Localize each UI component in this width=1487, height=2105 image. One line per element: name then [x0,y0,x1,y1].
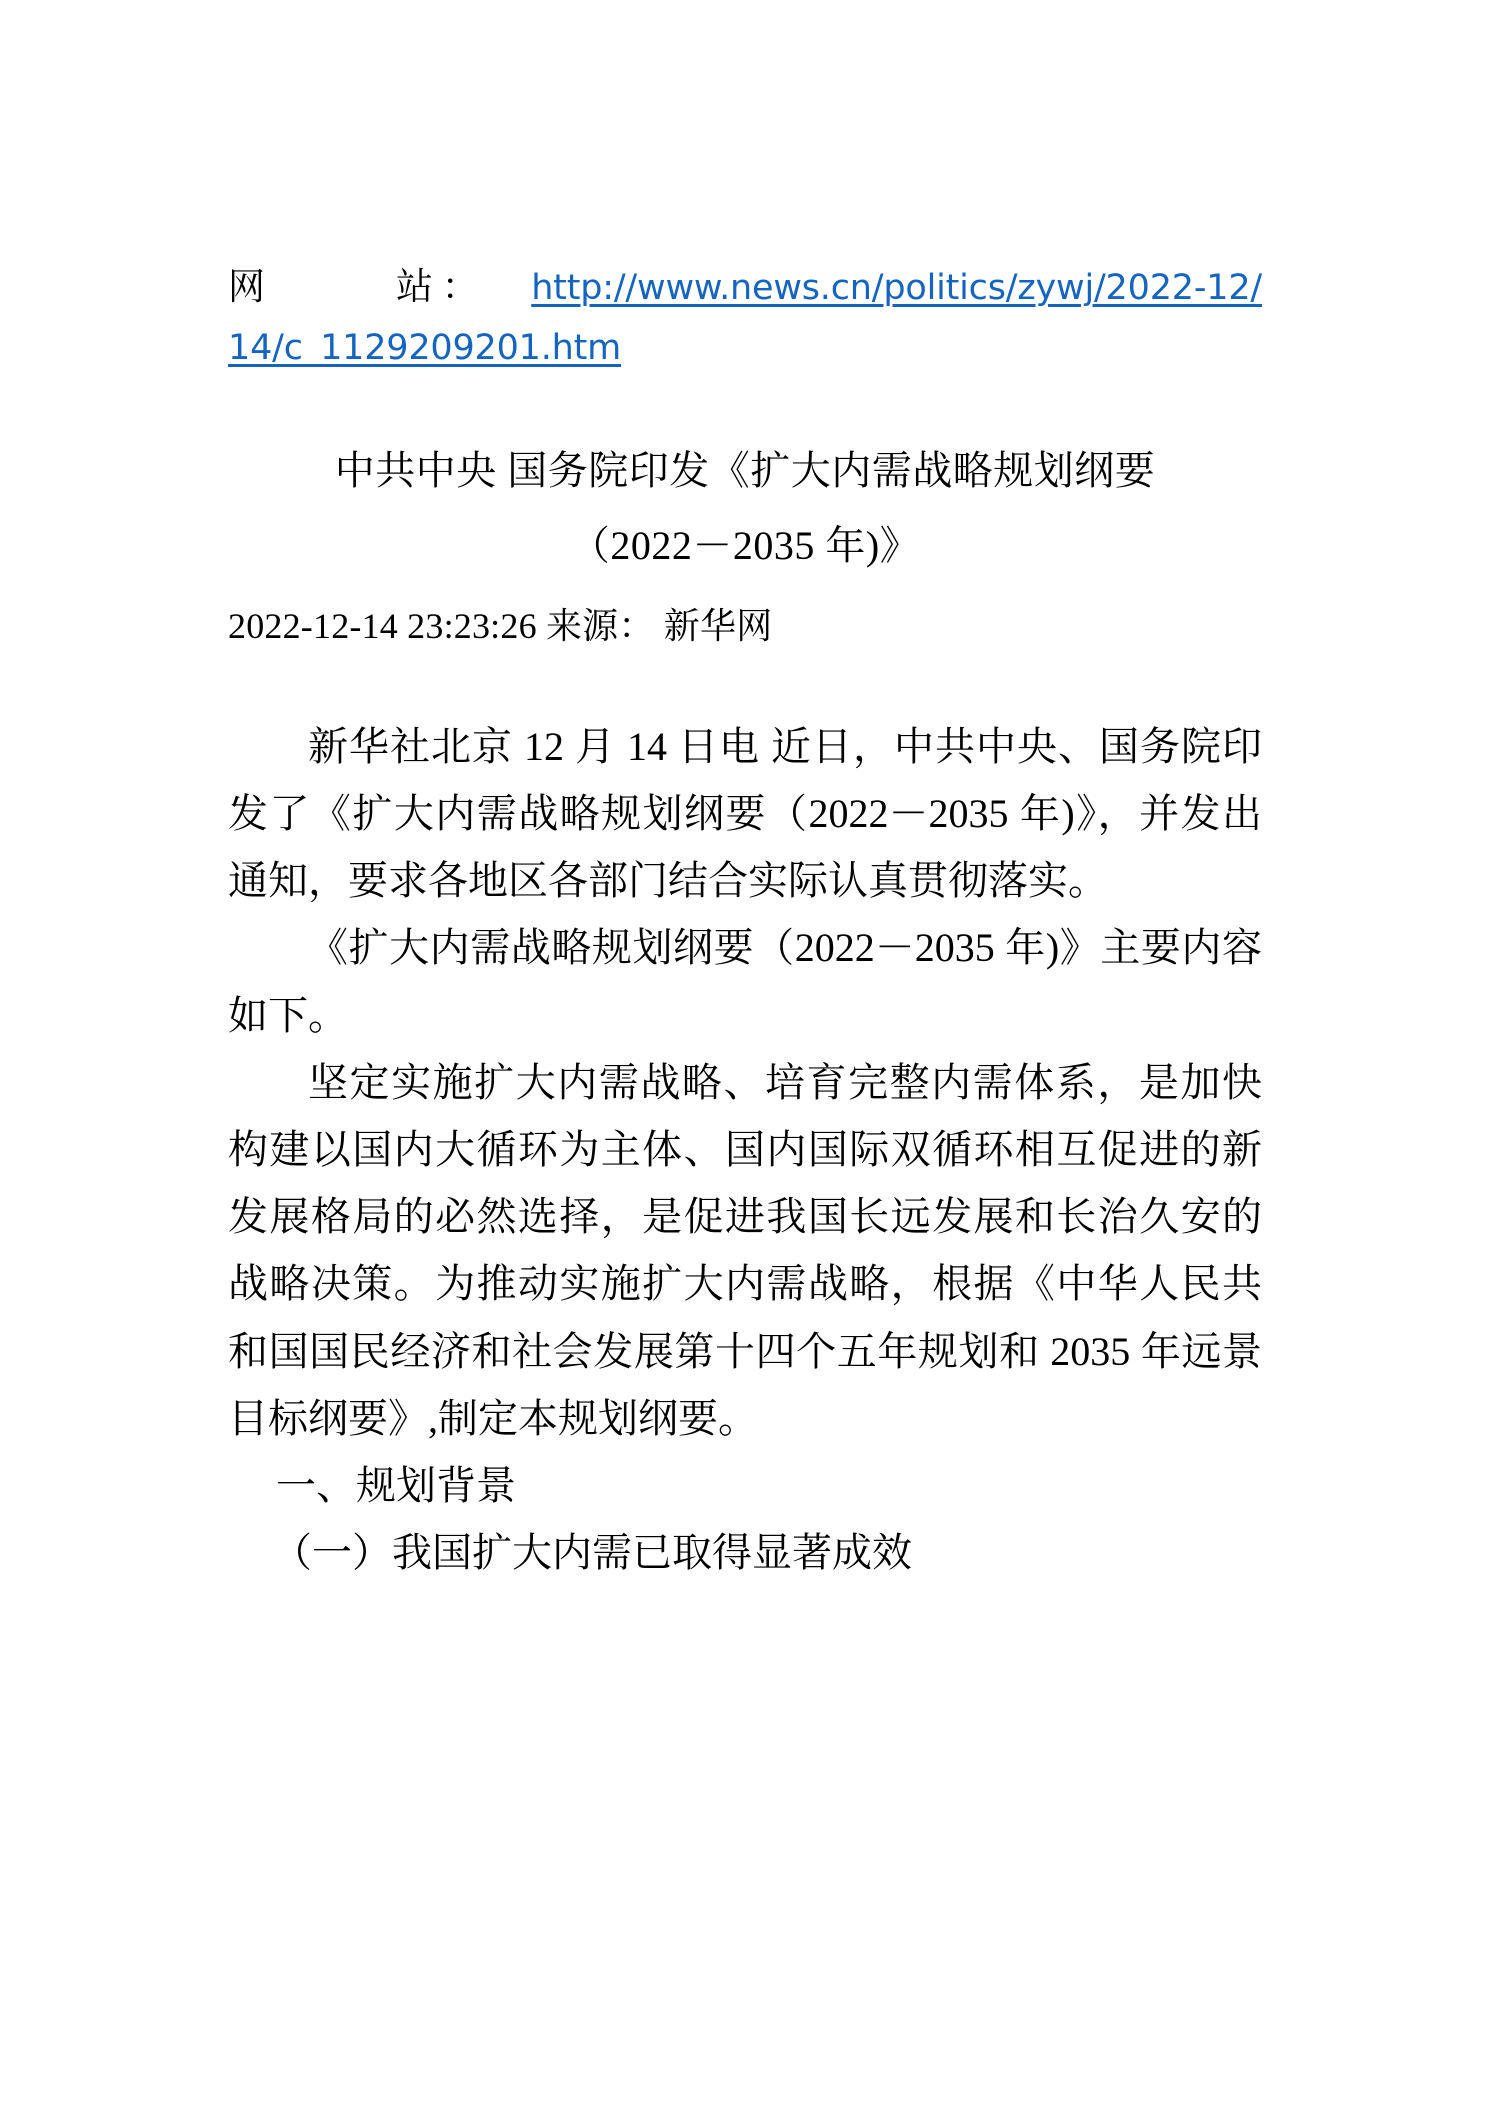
title-line-2: （2022－2035 年)》 [569,522,921,568]
news-article-link[interactable]: http://www.news.cn/politics/zywj/2022-12/14/c_1129209201.htm [228,268,1262,368]
section-subheading-one: （一）我国扩大内需已取得显著成效 [272,1530,912,1576]
article-body [228,713,1262,1586]
source-name: 新华网 [663,605,773,646]
text-column [228,0,1262,1586]
title-line-1: 中共中央 国务院印发《扩大内需战略规划纲要 [334,447,1156,493]
website-url-line [228,258,1262,378]
body-paragraph: 坚定实施扩大内需战略、培育完整内需体系，是加快构建以国内大循环为主体、国内国际双循环相互促进的新发展格局的必然选择，是促进我国长远发展和长治久安的战略决策。为推动实施扩大内需战略，根据《中华人民共和国国民经济和社会发展第十四个五年规划和 2035 年远景目标纲要》,制定本规划纲要。 [228,1059,1262,1441]
website-label: 网站 [228,267,433,308]
article-byline [228,599,1262,653]
publish-datetime: 2022-12-14 23:23:26 [228,605,537,646]
body-paragraph: 新华社北京 12 月 14 日电 近日，中共中央、国务院印发了《扩大内需战略规划纲要（2022－2035 年)》，并发出通知，要求各地区各部门结合实际认真贯彻落实。 [228,723,1262,904]
body-paragraph: 《扩大内需战略规划纲要（2022－2035 年)》主要内容如下。 [228,925,1262,1038]
website-colon: ： [433,267,488,308]
page-title [228,440,1262,577]
source-label: 来源： [545,605,655,646]
section-heading-one: 一、规划背景 [276,1462,516,1508]
